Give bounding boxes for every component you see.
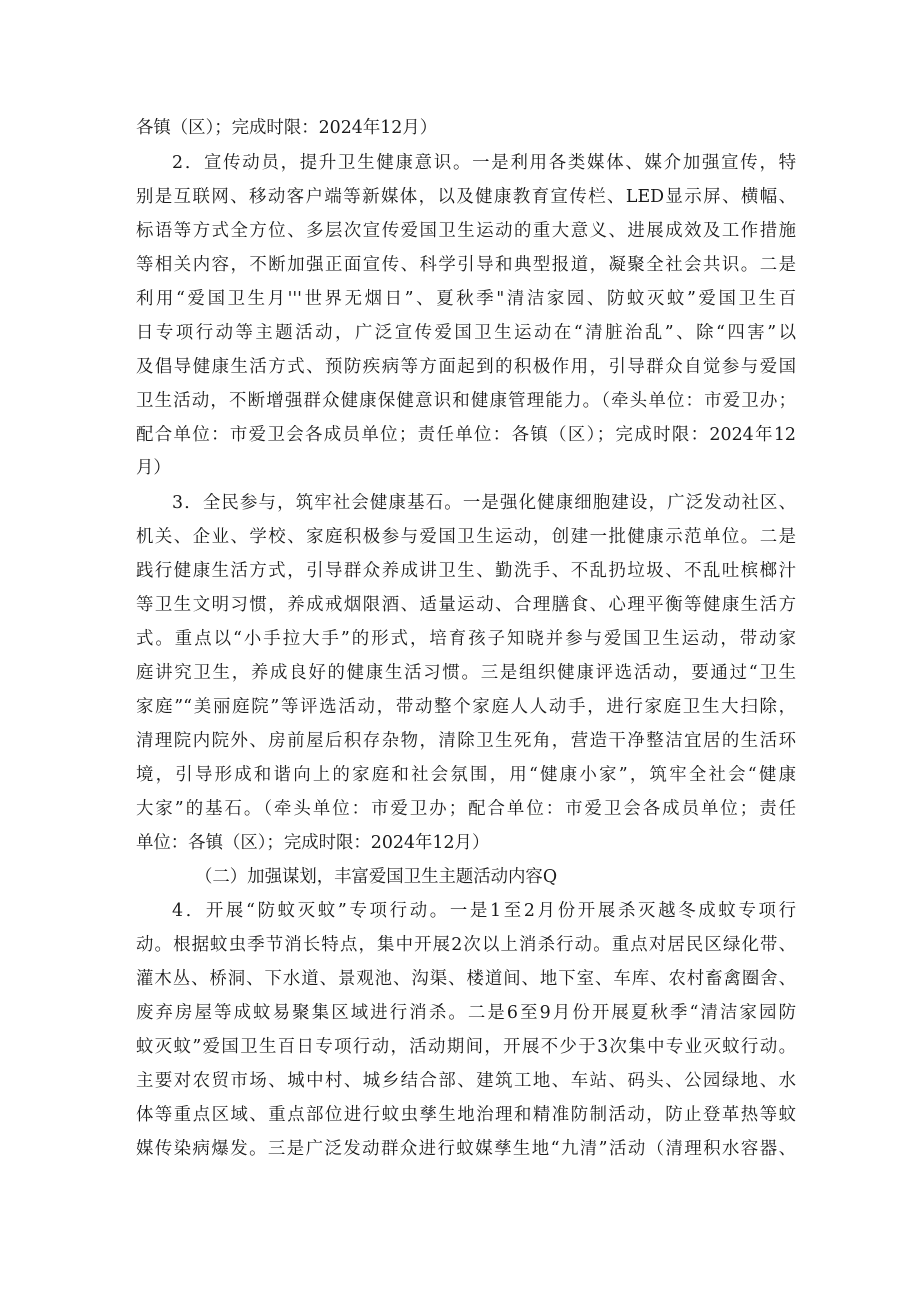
text-line: 式。重点以“小手拉大手”的形式，培育孩子知晓并参与爱国卫生运动，带动家 xyxy=(136,629,796,649)
text-line: 庭讲究卫生，养成良好的健康生活习惯。三是组织健康评选活动，要通过“卫生 xyxy=(136,663,796,683)
text-line: 废弃房屋等成蚊易聚集区域进行消杀。二是6至9月份开展夏秋季“清洁家园防 xyxy=(136,1003,796,1023)
text-line: 单位：各镇（区）；完成时限：2024年12月） xyxy=(136,833,490,853)
text-line: 卫生活动，不断增强群众健康保健意识和健康管理能力。（牵头单位：市爱卫办； xyxy=(136,391,796,411)
text-line: 大家”的基石。（牵头单位：市爱卫办；配合单位：市爱卫会各成员单位；责任 xyxy=(136,799,796,819)
text-line: 清理院内院外、房前屋后积存杂物，清除卫生死角，营造干净整洁宜居的生活环 xyxy=(136,731,796,751)
text-line: 等相关内容，不断加强正面宣传、科学引导和典型报道，凝聚全社会共识。二是 xyxy=(136,255,796,275)
text-line: 家庭”“美丽庭院”等评选活动，带动整个家庭人人动手，进行家庭卫生大扫除， xyxy=(136,697,796,717)
text-line: 及倡导健康生活方式、预防疾病等方面起到的积极作用，引导群众自觉参与爱国 xyxy=(136,357,796,377)
text-line: 媒传染病爆发。三是广泛发动群众进行蚊媒孳生地“九清”活动（清理积水容器、 xyxy=(136,1139,796,1159)
text-line: 配合单位：市爱卫会各成员单位；责任单位：各镇（区）；完成时限：2024年12 xyxy=(136,425,796,445)
text-line: 蚊灭蚊”爱国卫生百日专项行动，活动期间，开展不少于3次集中专业灭蚊行动。 xyxy=(136,1037,796,1057)
section-heading: （二）加强谋划，丰富爱国卫生主题活动内容Q xyxy=(195,867,558,887)
text-line: 日专项行动等主题活动，广泛宣传爱国卫生运动在“清脏治乱”、除“四害”以 xyxy=(136,323,796,343)
text-line: 灌木丛、桥洞、下水道、景观池、沟渠、楼道间、地下室、车库、农村畜禽圈舍、 xyxy=(136,969,796,989)
text-line: 别是互联网、移动客户端等新媒体，以及健康教育宣传栏、LED显示屏、横幅、 xyxy=(136,187,796,207)
text-line: 月） xyxy=(136,458,171,478)
text-line: 各镇（区）；完成时限：2024年12月） xyxy=(136,118,438,138)
text-line: 境，引导形成和谐向上的家庭和社会氛围，用“健康小家”，筑牢全社会“健康 xyxy=(136,765,796,785)
item-4-first-line: 4．开展“防蚊灭蚊”专项行动。一是1至2月份开展杀灭越冬成蚊专项行 xyxy=(172,901,796,921)
text-line: 践行健康生活方式，引导群众养成讲卫生、勤洗手、不乱扔垃圾、不乱吐槟榔汁 xyxy=(136,561,796,581)
text-line: 机关、企业、学校、家庭积极参与爱国卫生运动，创建一批健康示范单位。二是 xyxy=(136,527,796,547)
text-line: 标语等方式全方位、多层次宣传爱国卫生运动的重大意义、进展成效及工作措施 xyxy=(136,221,796,241)
text-line: 等卫生文明习惯，养成戒烟限酒、适量运动、合理膳食、心理平衡等健康生活方 xyxy=(136,595,796,615)
item-2-first-line: 2．宣传动员，提升卫生健康意识。一是利用各类媒体、媒介加强宣传，特 xyxy=(172,153,796,173)
text-line: 利用“爱国卫生月'''世界无烟日”、夏秋季"清洁家园、防蚊灭蚊”爱国卫生百 xyxy=(136,289,796,309)
text-line: 动。根据蚊虫季节消长特点，集中开展2次以上消杀行动。重点对居民区绿化带、 xyxy=(136,935,796,955)
item-3-first-line: 3．全民参与，筑牢社会健康基石。一是强化健康细胞建设，广泛发动社区、 xyxy=(172,493,796,513)
text-line: 体等重点区域、重点部位进行蚊虫孳生地治理和精准防制活动，防止登革热等蚊 xyxy=(136,1105,796,1125)
text-line: 主要对农贸市场、城中村、城乡结合部、建筑工地、车站、码头、公园绿地、水 xyxy=(136,1071,796,1091)
